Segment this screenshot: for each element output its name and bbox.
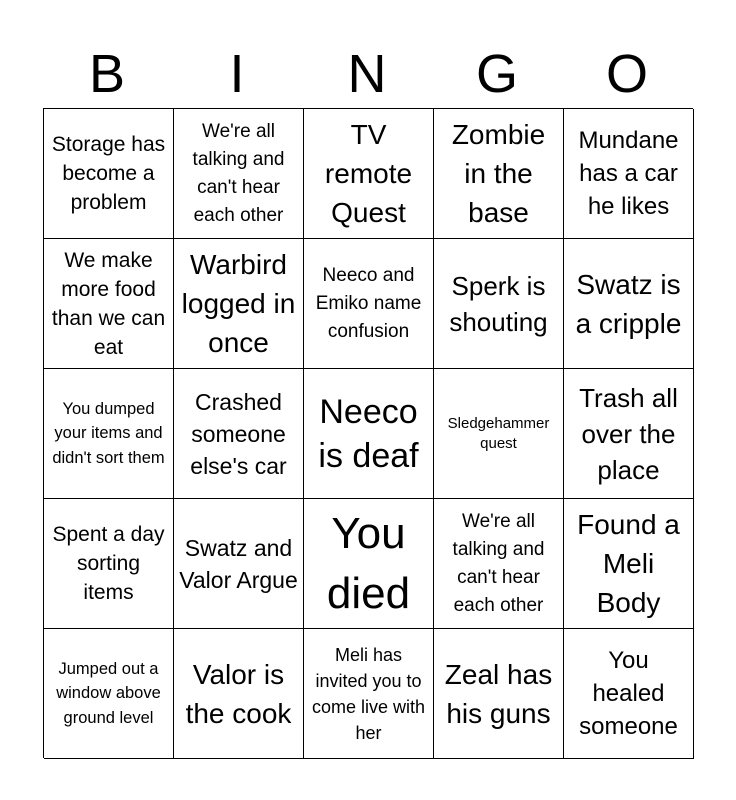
- cell-text: Sledgehammer quest: [447, 414, 550, 452]
- cell-text: Zeal has his guns: [444, 658, 553, 729]
- cell-text: You died: [326, 508, 411, 618]
- bingo-cell[interactable]: [304, 369, 434, 499]
- cell-text: Valor is the cook: [185, 658, 292, 729]
- cell-text: Mundane has a car he likes: [578, 127, 679, 220]
- bingo-card-grid: [43, 108, 693, 758]
- cell-text: Warbird logged in once: [181, 249, 296, 358]
- bingo-cell[interactable]: [564, 109, 694, 239]
- cell-text: Crashed someone else's car: [190, 388, 287, 479]
- cell-text: Neeco is deaf: [318, 392, 419, 475]
- bingo-cell[interactable]: [44, 109, 174, 239]
- bingo-cell[interactable]: [174, 239, 304, 369]
- cell-text: TV remote Quest: [324, 119, 413, 228]
- bingo-cell[interactable]: [304, 109, 434, 239]
- cell-text: Found a Meli Body: [577, 509, 680, 618]
- bingo-cell[interactable]: [434, 109, 564, 239]
- bingo-cell[interactable]: [434, 629, 564, 759]
- cell-text: Trash all over the place: [579, 382, 678, 485]
- bingo-cell[interactable]: [434, 239, 564, 369]
- cell-text: We make more food than we can eat: [51, 248, 166, 359]
- bingo-cell[interactable]: [564, 369, 694, 499]
- cell-text: We're all talking and can't hear each other: [452, 510, 545, 616]
- header-letter-n: N: [347, 44, 389, 104]
- cell-text: Sperk is shouting: [449, 270, 548, 337]
- cell-text: You dumped your items and didn't sort them: [52, 399, 165, 467]
- bingo-cell[interactable]: [174, 629, 304, 759]
- bingo-cell[interactable]: [44, 499, 174, 629]
- cell-text: Zombie in the base: [451, 119, 546, 228]
- header-letter-b: B: [88, 44, 128, 104]
- cell-text: Jumped out a window above ground level: [56, 659, 161, 727]
- cell-text: You healed someone: [579, 647, 678, 740]
- header-letter-o: O: [605, 44, 650, 104]
- header-letter-i: I: [229, 44, 247, 104]
- cell-text: Meli has invited you to come live with her: [311, 644, 426, 743]
- bingo-cell[interactable]: [44, 239, 174, 369]
- bingo-cell[interactable]: [304, 499, 434, 629]
- cell-text: Swatz is a cripple: [575, 268, 682, 339]
- bingo-cell[interactable]: [564, 239, 694, 369]
- cell-text: Swatz and Valor Argue: [179, 534, 298, 593]
- bingo-cell[interactable]: [174, 109, 304, 239]
- cell-text: Spent a day sorting items: [52, 523, 165, 604]
- bingo-header: [43, 40, 693, 108]
- bingo-cell[interactable]: [304, 239, 434, 369]
- bingo-cell[interactable]: [434, 499, 564, 629]
- bingo-cell[interactable]: [44, 629, 174, 759]
- bingo-cell[interactable]: [174, 369, 304, 499]
- header-letter-g: G: [475, 44, 520, 104]
- bingo-cell[interactable]: [564, 499, 694, 629]
- bingo-cell[interactable]: [304, 629, 434, 759]
- cell-text: Neeco and Emiko name confusion: [315, 264, 422, 342]
- cell-text: We're all talking and can't hear each other: [192, 120, 285, 226]
- cell-text: Storage has become a problem: [51, 133, 166, 214]
- bingo-cell[interactable]: [434, 369, 564, 499]
- bingo-cell[interactable]: [44, 369, 174, 499]
- bingo-cell[interactable]: [564, 629, 694, 759]
- bingo-cell[interactable]: [174, 499, 304, 629]
